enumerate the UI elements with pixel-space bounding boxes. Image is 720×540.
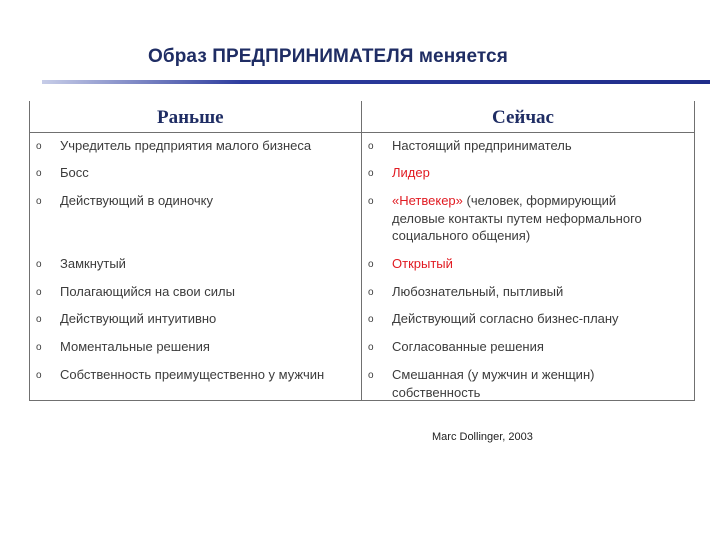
list-item-line: Согласованные решения	[392, 339, 544, 354]
slide-title: Образ ПРЕДПРИНИМАТЕЛЯ меняется	[148, 46, 508, 67]
list-item-now	[392, 366, 688, 401]
source-citation: Marc Dollinger, 2003	[432, 431, 533, 443]
column-divider	[361, 101, 362, 400]
bullet-icon: o	[368, 168, 374, 179]
list-item-before: Собственность преимущественно у мужчин	[60, 367, 325, 382]
list-item-line: Открытый	[392, 256, 453, 271]
list-item-line: деловые контакты путем неформального	[392, 210, 642, 226]
header-divider	[30, 132, 694, 133]
list-item-before: Учредитель предприятия малого бизнеса	[60, 138, 312, 153]
column-header-before: Раньше	[157, 107, 224, 128]
bullet-icon: o	[368, 141, 374, 152]
list-item-now	[392, 192, 688, 245]
bullet-icon: o	[36, 287, 42, 298]
list-item-before: Замкнутый	[60, 256, 126, 271]
bullet-icon: o	[36, 314, 42, 325]
list-item-before: Моментальные решения	[60, 339, 210, 354]
list-item-before: Действующий интуитивно	[60, 311, 217, 326]
bullet-icon: o	[36, 259, 42, 270]
list-item-line: социального общения)	[392, 228, 531, 243]
list-item-now	[392, 137, 688, 155]
list-item-line: Действующий согласно бизнес-плану	[392, 311, 619, 326]
list-item-line: Смешанная (у мужчин и женщин)	[392, 367, 595, 382]
bullet-icon: o	[36, 168, 42, 179]
list-item-line	[392, 192, 688, 210]
networker-rest: (человек, формирующий	[462, 193, 617, 208]
bullet-icon: o	[36, 342, 42, 353]
list-item-line: Настоящий предприниматель	[392, 138, 572, 153]
list-item-before: Босс	[60, 165, 89, 180]
title-underline	[42, 80, 710, 84]
list-item-now-highlighted	[392, 255, 688, 273]
list-item-now	[392, 338, 688, 356]
bullet-icon: o	[368, 287, 374, 298]
list-item-before: Полагающийся на свои силы	[60, 284, 235, 299]
list-item-line: Лидер	[392, 165, 430, 180]
bullet-icon: o	[368, 370, 374, 381]
bullet-icon: o	[36, 196, 42, 207]
bullet-icon: o	[368, 314, 374, 325]
column-header-now: Сейчас	[492, 107, 554, 128]
networker-term: «Нетвекер»	[392, 193, 463, 208]
bullet-icon: o	[368, 342, 374, 353]
bullet-icon: o	[36, 370, 42, 381]
list-item-before: Действующий в одиночку	[60, 193, 213, 208]
list-item-line: Любознательный, пытливый	[392, 284, 564, 299]
bullet-icon: o	[368, 259, 374, 270]
bullet-icon: o	[368, 196, 374, 207]
bullet-icon: o	[36, 141, 42, 152]
list-item-now	[392, 283, 688, 301]
list-item-now	[392, 310, 688, 328]
comparison-table	[29, 101, 695, 401]
list-item-now-highlighted	[392, 164, 688, 182]
list-item-line: собственность	[392, 384, 481, 400]
